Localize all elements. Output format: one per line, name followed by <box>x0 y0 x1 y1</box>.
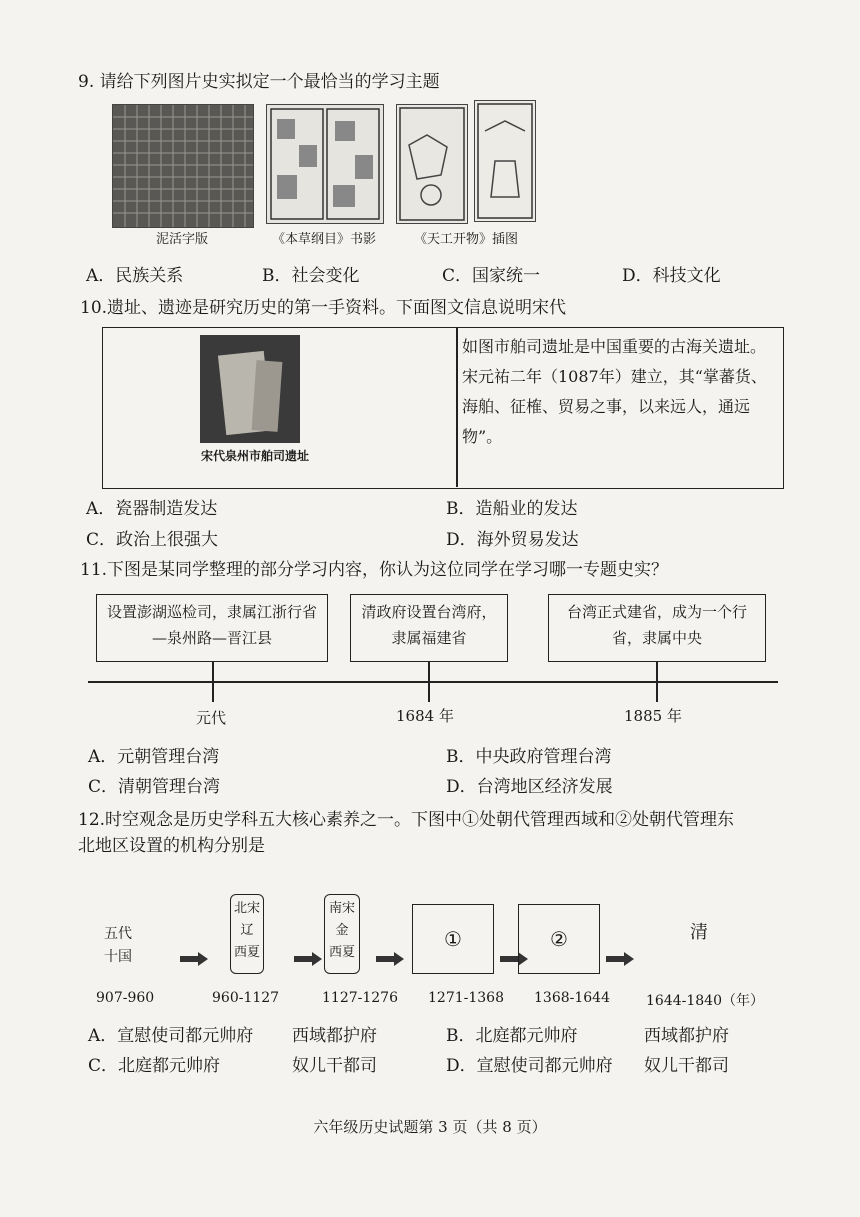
qing-label: 清 <box>690 922 708 943</box>
year-range-1: 907-960 <box>96 990 155 1006</box>
scroll-song-jin <box>324 894 360 974</box>
arrow-right-icon <box>376 952 404 966</box>
q10-photo-caption: 宋代泉州市舶司遗址 <box>200 449 309 463</box>
q12-stem-line2: 北地区设置的机构分别是 <box>78 836 265 856</box>
q12-option-d[interactable]: D．宣慰使司都元帅府 <box>446 1056 613 1076</box>
q12-option-a[interactable]: A．宣慰使司都元帅府 <box>88 1026 254 1046</box>
q12-option-b-second: 西域都护府 <box>644 1026 729 1046</box>
year-range-4: 1271-1368 <box>428 990 504 1006</box>
q12-option-c[interactable]: C．北庭都元帅府 <box>88 1056 221 1076</box>
q9-option-c[interactable]: C．国家统一 <box>442 266 541 286</box>
timeline-label-1684: 1684 年 <box>396 707 454 725</box>
q10-option-d[interactable]: D．海外贸易发达 <box>446 530 579 550</box>
arrow-right-icon <box>606 952 634 966</box>
q9-option-a[interactable]: A．民族关系 <box>86 266 184 286</box>
tiangong-image-2 <box>474 100 536 222</box>
q10-text: 如图市舶司遗址是中国重要的古海关遗址。宋元祐二年（1087年）建立，其“掌蕃货、海舶、征榷、贸易之事，以来远人，通远物”。 <box>462 337 767 446</box>
scroll1-line1: 北宋 <box>233 901 260 916</box>
q9-option-d[interactable]: D．科技文化 <box>622 266 721 286</box>
scroll2-line3: 西夏 <box>328 945 355 960</box>
bencao-image <box>266 104 384 224</box>
mark-1: ① <box>444 927 462 951</box>
q12-option-d-second: 奴儿干都司 <box>644 1056 729 1076</box>
q12-option-a-second: 西域都护府 <box>292 1026 377 1046</box>
q10-option-a[interactable]: A．瓷器制造发达 <box>86 499 218 519</box>
scroll1-line3: 西夏 <box>233 945 260 960</box>
timeline-axis <box>88 681 778 683</box>
timeline-box-1684: 清政府设置台湾府，隶属福建省 <box>350 594 508 662</box>
wudai-label-2: 十国 <box>104 949 132 965</box>
scroll2-line2: 金 <box>335 923 349 938</box>
scroll-song-liao <box>230 894 264 974</box>
timeline-box-1885: 台湾正式建省，成为一个行省，隶属中央 <box>548 594 766 662</box>
bencao-pattern <box>267 105 383 223</box>
year-range-6: 1644-1840（年） <box>646 993 764 1009</box>
scroll1-line2: 辽 <box>240 923 254 938</box>
q12-option-c-second: 奴儿干都司 <box>292 1056 377 1076</box>
shibosi-photo <box>200 335 300 443</box>
mark-2: ② <box>550 927 568 951</box>
q10-option-c[interactable]: C．政治上很强大 <box>86 530 219 550</box>
q10-stem: 10.遗址、遗迹是研究历史的第一手资料。下面图文信息说明宋代 <box>80 298 567 318</box>
tiangong-pattern-1 <box>397 105 467 223</box>
timeline-box-yuan: 设置澎湖巡检司，隶属江浙行省—泉州路—晋江县 <box>96 594 328 662</box>
wudai-label-1: 五代 <box>104 926 132 942</box>
q10-divider <box>456 327 458 487</box>
q11-option-c[interactable]: C．清朝管理台湾 <box>88 777 221 797</box>
scroll2-line1: 南宋 <box>328 901 355 916</box>
q9-stem: 9. 请给下列图片史实拟定一个最恰当的学习主题 <box>78 72 440 92</box>
dynasty-box-1 <box>412 904 494 974</box>
q11-option-b[interactable]: B．中央政府管理台湾 <box>446 747 612 767</box>
q11-option-d[interactable]: D．台湾地区经济发展 <box>446 777 613 797</box>
page-footer: 六年级历史试题第 3 页（共 8 页） <box>313 1118 547 1136</box>
year-range-5: 1368-1644 <box>534 990 610 1006</box>
q9-caption-2: 《本草纲目》书影 <box>271 232 376 247</box>
movable-type-image <box>112 104 254 228</box>
year-range-2: 960-1127 <box>212 990 280 1006</box>
q9-caption-1: 泥活字版 <box>155 232 208 247</box>
q9-option-b[interactable]: B．社会变化 <box>262 266 360 286</box>
q10-option-b[interactable]: B．造船业的发达 <box>446 499 578 519</box>
timeline-label-yuan: 元代 <box>196 709 227 727</box>
year-range-3: 1127-1276 <box>322 990 398 1006</box>
stele-shape-2 <box>252 360 283 432</box>
q12-stem-line1: 12.时空观念是历史学科五大核心素养之一。下图中①处朝代管理西域和②处朝代管理东 <box>78 810 735 830</box>
q11-option-a[interactable]: A．元朝管理台湾 <box>88 747 220 767</box>
arrow-right-icon <box>294 952 322 966</box>
arrow-right-icon <box>180 952 208 966</box>
dynasty-box-2 <box>518 904 600 974</box>
timeline-label-1885: 1885 年 <box>624 707 682 725</box>
q12-option-b[interactable]: B．北庭都元帅府 <box>446 1026 578 1046</box>
q11-stem: 11.下图是某同学整理的部分学习内容，你认为这位同学在学习哪一专题史实？ <box>80 560 669 580</box>
movable-type-pattern <box>113 105 253 227</box>
tiangong-image-1 <box>396 104 468 224</box>
q9-caption-3: 《天工开物》插图 <box>413 232 518 247</box>
tiangong-pattern-2 <box>475 101 535 221</box>
